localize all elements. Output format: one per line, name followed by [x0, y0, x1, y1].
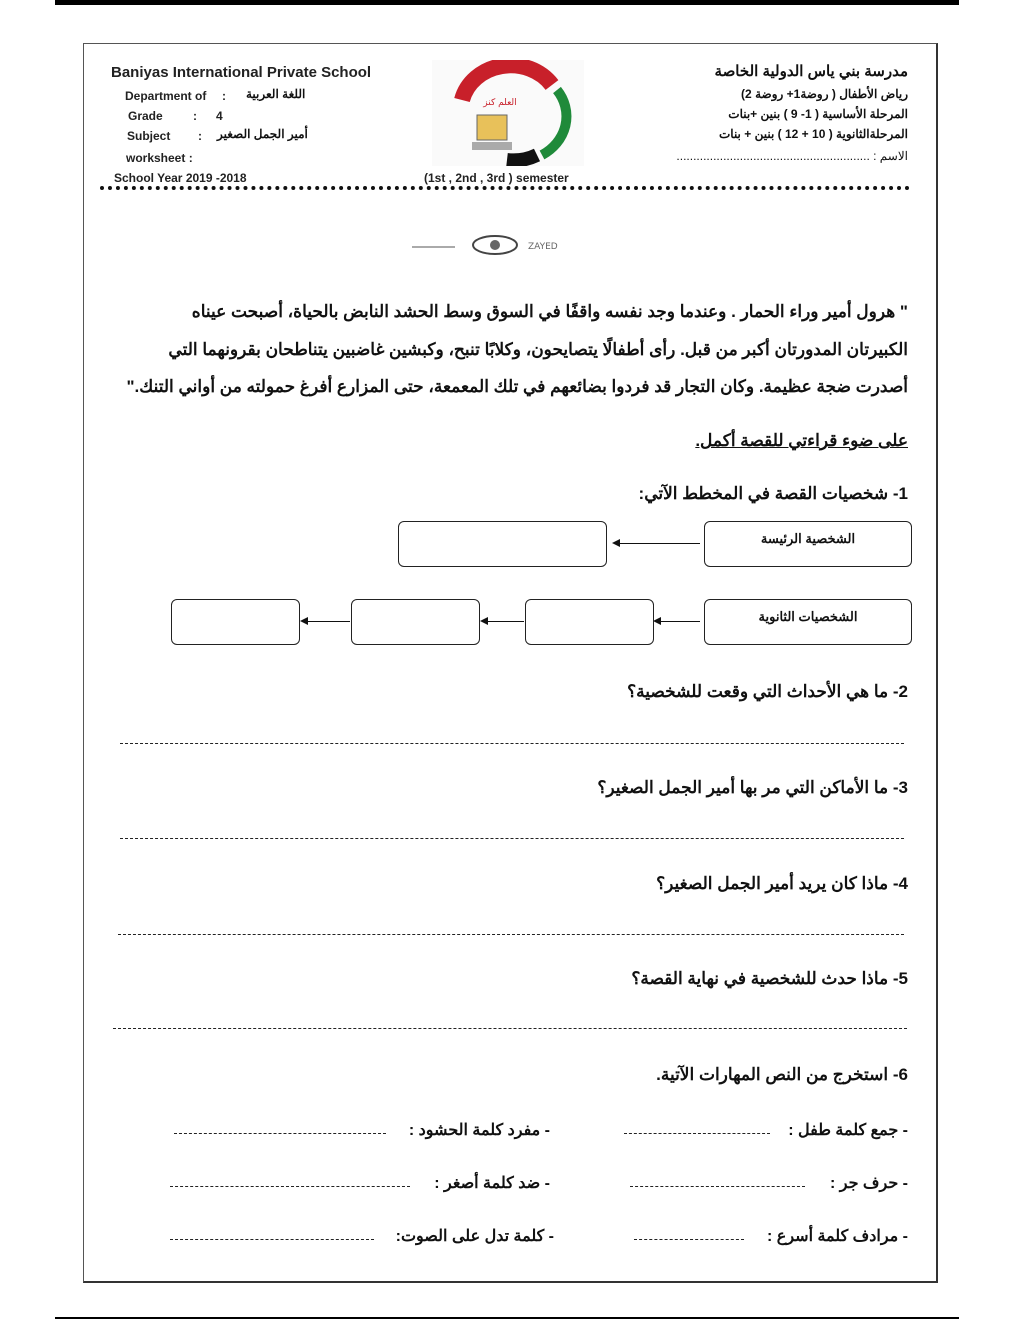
- secondary-answer-box-1[interactable]: [525, 599, 654, 645]
- school-name-en: Baniyas International Private School: [111, 64, 372, 81]
- page-frame: [83, 43, 938, 1283]
- svg-text:ZAYED: ZAYED: [528, 242, 558, 252]
- passage-line-3: أصدرت ضجة عظيمة. وكان التجار قد فردوا بضائعهم في تلك المعمعة، حتى المزارع أفرغ حمولته من أواني التنك.": [126, 377, 908, 396]
- grade-label: Grade: [128, 109, 163, 123]
- question-2: 2- ما هي الأحداث التي وقعت للشخصية؟: [627, 682, 908, 701]
- department-label: Department of: [125, 89, 207, 103]
- secondary-characters-label: الشخصيات الثانوية: [758, 609, 858, 624]
- answer-line-3[interactable]: [120, 838, 904, 839]
- primary-stage: المرحلة الأساسية ( 1- 9 ) بنين +بنات: [728, 107, 908, 121]
- question-1: 1- شخصيات القصة في المخطط الآتي:: [638, 484, 908, 503]
- q6-item-synonym: - مرادف كلمة أسرع :: [767, 1228, 908, 1245]
- semester: (1st , 2nd , 3rd ) semester: [424, 171, 569, 185]
- worksheet-page: Baniyas International Private School Department of : اللغة العربية Grade : 4 Subject : أمير الجمل الصغير worksheet : School Year 2019 -2018 (1st , 2nd , 3rd ) semester العلم كنز مدرسة بني ياس الدولية الخاصة رياض الأطفال ( روضة1+ روضة 2) المرحلة الأساسية ( 1- 9 ) بنين +بنات المرحلةالثانوية ( 10 + 12 ) بنين + بنات الاسم : .......................................................... ZAYED " هرول أمير وراء الحمار . وعندما وجد نفسه واقفًا في السوق وسط الحشد النابض بالحياة، أصبحت عيناه الكبيرتان المدورتان أكبر من قبل. رأى أطفالًا يتصايحون، وكلابًا تنبح، وكبشين غاضبين يتناطحان بقرونهما التي أصدرت ضجة عظيمة. وكان التجار قد فردوا بضائعهم في تلك المعمعة، حتى المزارع أفرغ حمولته من أواني التنك." على ضوء قراءتي للقصة أكمل. 1- شخصيات القصة في المخطط الآتي: الشخصية الرئيسة الشخصيات الثانوية 2- ما هي الأحداث التي وقعت للشخصية؟ 3- ما الأماكن التي مر بها أمير الجمل الصغير؟ 4- ماذا كان يريد أمير الجمل الصغير؟ 5- ماذا حدث للشخصية في نهاية القصة؟ 6- استخرج من النص المهارات الآتية. - جمع كلمة طفل : - مفرد كلمة الحشود : - حرف جر : - ضد كلمة أصغر : - مرادف كلمة أسرع : - كلمة تدل على الصوت:: [0, 0, 1020, 1320]
- school-name-ar: مدرسة بني ياس الدولية الخاصة: [714, 63, 908, 80]
- kg-stage: رياض الأطفال ( روضة1+ روضة 2): [741, 87, 908, 101]
- department-value: اللغة العربية: [246, 87, 306, 101]
- worksheet-label: worksheet :: [126, 151, 193, 165]
- arrow-icon: [482, 621, 524, 622]
- q6-item-preposition: - حرف جر :: [829, 1175, 908, 1192]
- q6-item-singular: - مفرد كلمة الحشود :: [408, 1122, 550, 1139]
- main-character-box: [704, 521, 912, 567]
- top-bar: [55, 0, 959, 5]
- question-4: 4- ماذا كان يريد أمير الجمل الصغير؟: [656, 874, 908, 893]
- q6-answer-antonym[interactable]: [170, 1186, 410, 1187]
- year-of-zayed-logo: [410, 235, 580, 255]
- question-3: 3- ما الأماكن التي مر بها أمير الجمل الصغير؟: [597, 778, 908, 797]
- answer-line-2[interactable]: [120, 743, 904, 744]
- arrow-icon: [614, 543, 700, 544]
- subject-label: Subject: [127, 129, 171, 143]
- subject-value: أمير الجمل الصغير: [217, 127, 308, 141]
- grade-value: 4: [216, 109, 223, 123]
- bottom-line: [55, 1317, 959, 1319]
- main-character-answer-box[interactable]: [398, 521, 607, 567]
- answer-line-4[interactable]: [118, 934, 904, 935]
- name-field[interactable]: الاسم : ..........................................................: [676, 149, 908, 163]
- q6-item-antonym: - ضد كلمة أصغر :: [434, 1175, 550, 1192]
- q6-answer-plural[interactable]: [624, 1133, 770, 1134]
- arrow-icon: [302, 621, 350, 622]
- passage-line-1: " هرول أمير وراء الحمار . وعندما وجد نفسه واقفًا في السوق وسط الحشد النابض بالحياة، أصبحت عيناه: [191, 302, 908, 321]
- q6-item-sound-word: - كلمة تدل على الصوت:: [395, 1228, 554, 1245]
- school-logo: [432, 60, 584, 166]
- logo-text: العلم كنز: [483, 98, 517, 108]
- question-5: 5- ماذا حدث للشخصية في نهاية القصة؟: [631, 969, 908, 988]
- passage-line-2: الكبيرتان المدورتان أكبر من قبل. رأى أطفالًا يتصايحون، وكلابًا تنبح، وكبشين غاضبين يتناطحان بقرونهما التي: [168, 340, 908, 359]
- q6-item-plural: - جمع كلمة طفل :: [788, 1122, 908, 1139]
- header-divider: [100, 186, 910, 190]
- school-year: School Year 2019 -2018: [114, 171, 247, 185]
- instruction-heading: على ضوء قراءتي للقصة أكمل.: [695, 431, 908, 450]
- q6-answer-sound-word[interactable]: [170, 1239, 374, 1240]
- q6-answer-singular[interactable]: [174, 1133, 386, 1134]
- secondary-characters-box: [704, 599, 912, 645]
- secondary-stage: المرحلةالثانوية ( 10 + 12 ) بنين + بنات: [718, 127, 908, 141]
- q6-answer-synonym[interactable]: [634, 1239, 744, 1240]
- secondary-answer-box-3[interactable]: [171, 599, 300, 645]
- arrow-icon: [655, 621, 700, 622]
- main-character-label: الشخصية الرئيسة: [760, 531, 856, 546]
- question-6: 6- استخرج من النص المهارات الآتية.: [656, 1065, 908, 1084]
- secondary-answer-box-2[interactable]: [351, 599, 480, 645]
- answer-line-5[interactable]: [113, 1028, 907, 1029]
- q6-answer-preposition[interactable]: [630, 1186, 805, 1187]
